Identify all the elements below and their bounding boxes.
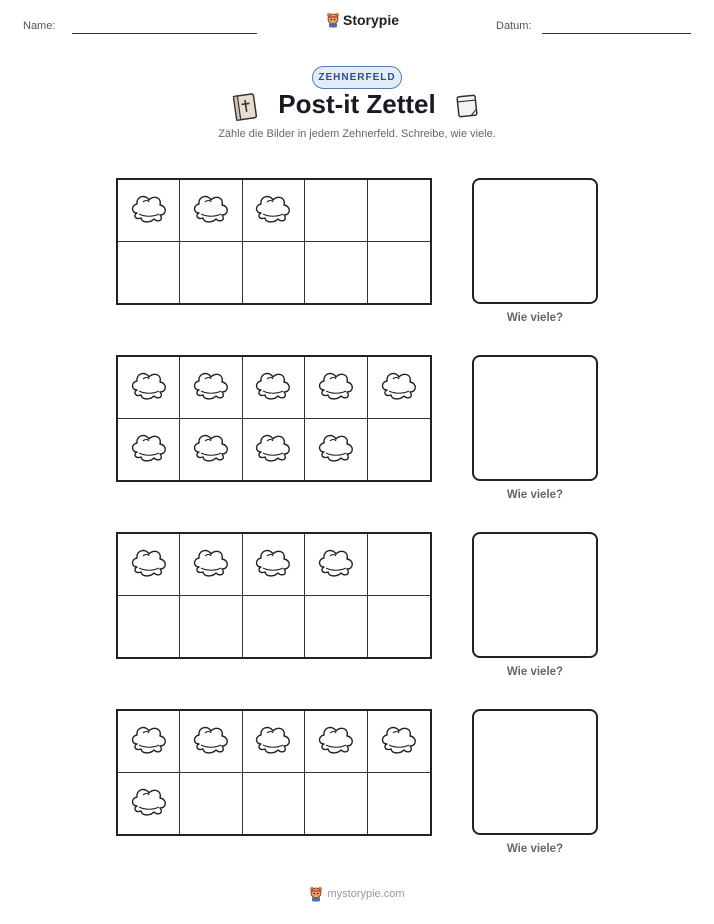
ten-frame-cell	[368, 180, 430, 242]
answer-box-3[interactable]	[472, 532, 598, 658]
sticky-note-icon	[315, 429, 357, 470]
sticky-note-icon	[454, 92, 480, 120]
ten-frame-cell	[368, 242, 430, 304]
ten-frame-cell	[368, 534, 430, 596]
sticky-note-icon	[378, 721, 420, 762]
ten-frame-cell	[118, 419, 180, 481]
sticky-note-icon	[190, 544, 232, 585]
ten-frame-cell	[243, 180, 305, 242]
sticky-note-icon	[190, 367, 232, 408]
answer-label-1: Wie viele?	[506, 312, 564, 324]
brand-name: Storypie	[343, 12, 400, 28]
sticky-note-icon	[190, 190, 232, 231]
ten-frame-2	[116, 355, 432, 482]
ten-frame-cell	[305, 357, 367, 419]
sticky-note-icon	[252, 721, 294, 762]
ten-frame-cell	[368, 773, 430, 835]
ten-frame-cell	[305, 242, 367, 304]
ten-frame-cell	[180, 596, 242, 658]
name-label: Name:	[23, 20, 56, 32]
ten-frame-cell	[180, 180, 242, 242]
instructions: Zähle die Bilder in jedem Zehnerfeld. Schreibe, wie viele.	[218, 128, 496, 140]
ten-frame-cell	[118, 180, 180, 242]
answer-label-3: Wie viele?	[506, 666, 564, 678]
ten-frame-cell	[180, 534, 242, 596]
ten-frame-cell	[243, 242, 305, 304]
sticky-note-icon	[128, 783, 170, 824]
sticky-note-icon	[252, 544, 294, 585]
sticky-note-icon	[128, 190, 170, 231]
storypie-mascot-icon	[326, 12, 340, 28]
sticky-note-icon	[252, 190, 294, 231]
brand-logo	[326, 12, 399, 28]
sticky-note-icon	[128, 544, 170, 585]
answer-box-4[interactable]	[472, 709, 598, 835]
ten-frame-cell	[118, 534, 180, 596]
ten-frame-cell	[243, 596, 305, 658]
ten-frame-cell	[368, 357, 430, 419]
ten-frame-cell	[305, 180, 367, 242]
ten-frame-cell	[305, 419, 367, 481]
date-line[interactable]	[542, 33, 691, 34]
ten-frame-cell	[305, 596, 367, 658]
sticky-note-icon	[128, 367, 170, 408]
ten-frame-3	[116, 532, 432, 659]
ten-frame-cell	[180, 419, 242, 481]
ten-frame-cell	[243, 534, 305, 596]
ten-frame-cell	[180, 357, 242, 419]
ten-frame-cell	[243, 419, 305, 481]
sticky-note-icon	[128, 429, 170, 470]
ten-frame-cell	[118, 773, 180, 835]
ten-frame-cell	[243, 357, 305, 419]
ten-frame-cell	[118, 596, 180, 658]
ten-frame-cell	[180, 242, 242, 304]
name-line[interactable]	[72, 33, 257, 34]
ten-frame-4	[116, 709, 432, 836]
answer-box-2[interactable]	[472, 355, 598, 481]
ten-frame-cell	[368, 596, 430, 658]
answer-box-1[interactable]	[472, 178, 598, 304]
answer-label-4: Wie viele?	[506, 843, 564, 855]
ten-frame-cell	[118, 711, 180, 773]
sticky-note-icon	[190, 429, 232, 470]
page-title: Post-it Zettel	[278, 89, 436, 119]
sticky-note-icon	[128, 721, 170, 762]
category-badge: ZEHNERFELD	[312, 66, 402, 89]
ten-frame-cell	[118, 242, 180, 304]
ten-frame-cell	[368, 419, 430, 481]
sticky-note-icon	[315, 721, 357, 762]
ten-frame-cell	[118, 357, 180, 419]
sticky-note-icon	[190, 721, 232, 762]
ten-frame-cell	[305, 711, 367, 773]
ten-frame-1	[116, 178, 432, 305]
ten-frame-cell	[305, 534, 367, 596]
ten-frame-cell	[243, 711, 305, 773]
answer-label-2: Wie viele?	[506, 489, 564, 501]
sticky-note-icon	[252, 429, 294, 470]
ten-frame-cell	[305, 773, 367, 835]
ten-frame-cell	[180, 773, 242, 835]
sticky-note-icon	[315, 367, 357, 408]
footer-url[interactable]: mystorypie.com	[327, 888, 405, 900]
sticky-note-icon	[315, 544, 357, 585]
sticky-note-icon	[378, 367, 420, 408]
sticky-note-icon	[252, 367, 294, 408]
date-label: Datum:	[496, 20, 532, 32]
ten-frame-cell	[243, 773, 305, 835]
ten-frame-cell	[180, 711, 242, 773]
ten-frame-cell	[368, 711, 430, 773]
storypie-mascot-icon	[309, 886, 323, 902]
footer	[0, 886, 714, 902]
